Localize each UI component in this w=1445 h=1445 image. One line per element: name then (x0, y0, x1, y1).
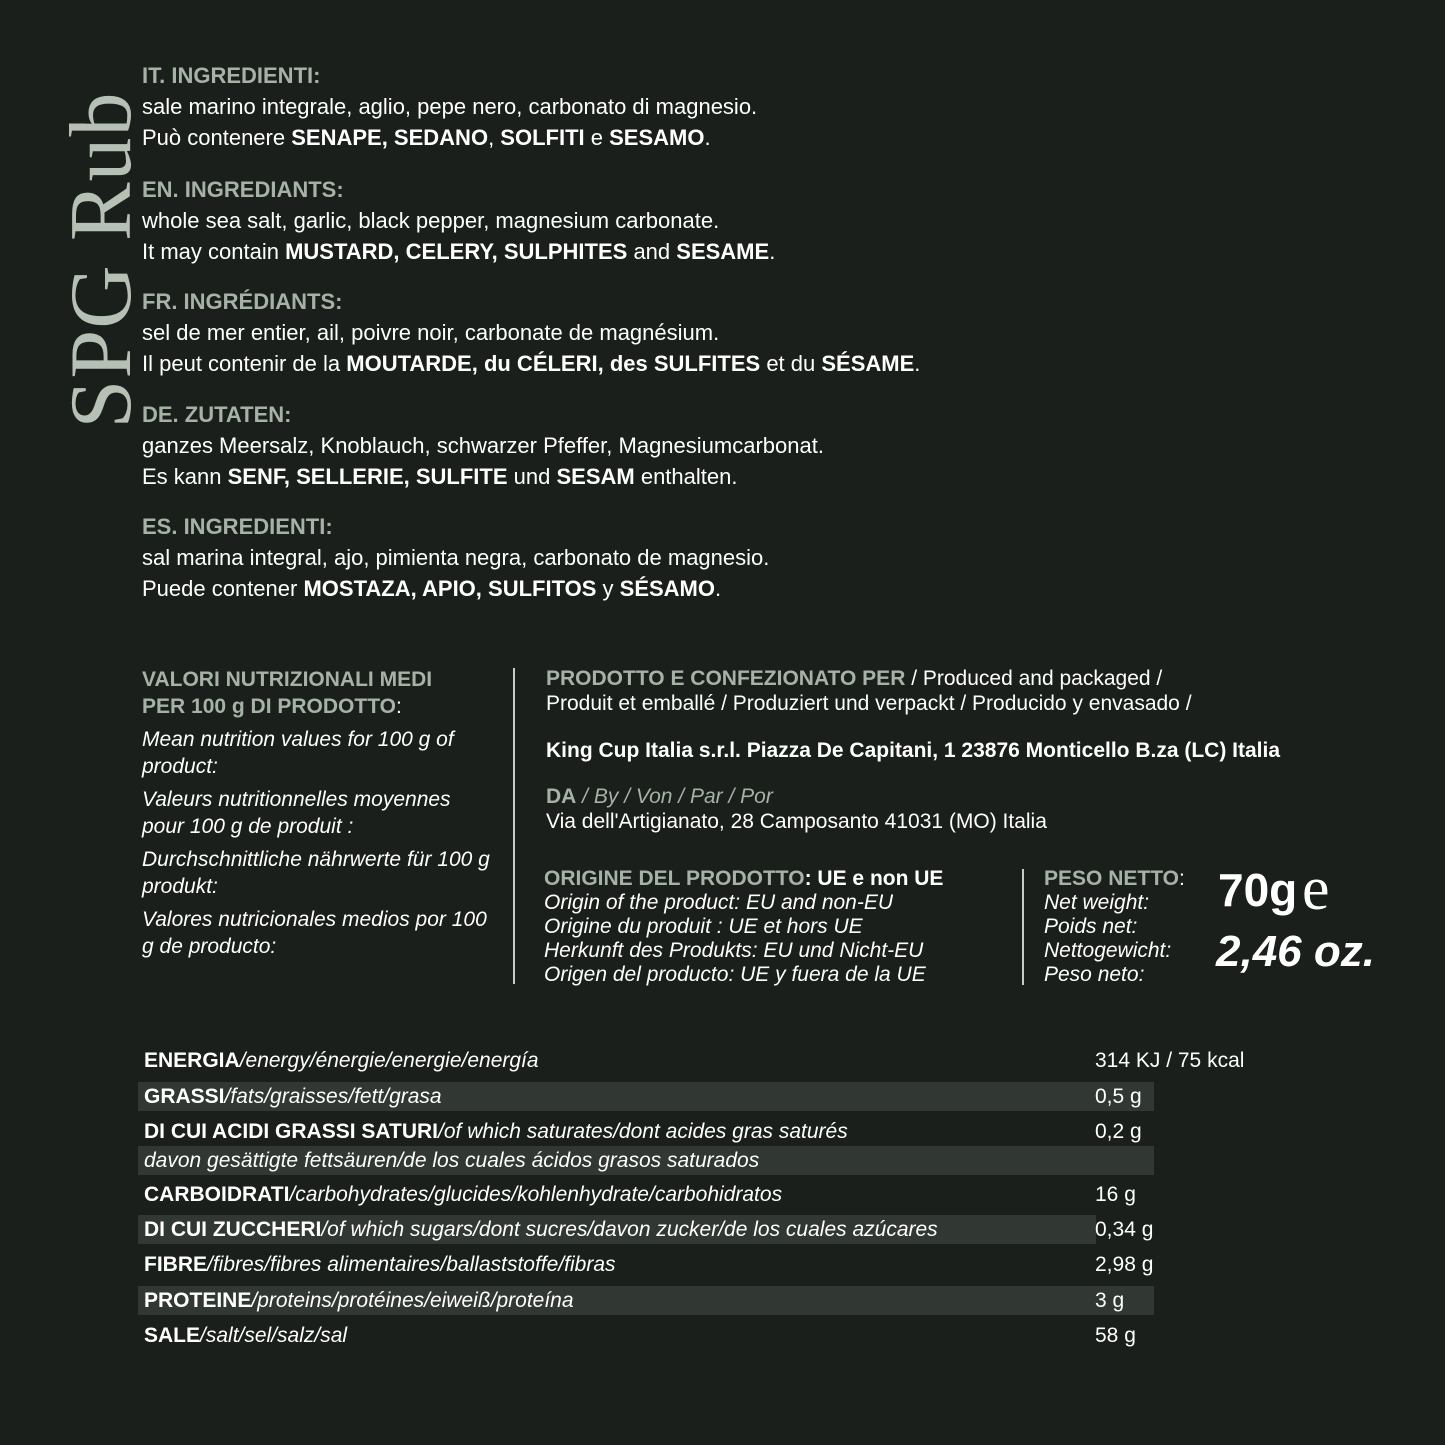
manufacturer-address: Via dell'Artigianato, 28 Camposanto 41031 (MO) Italia (546, 810, 1047, 833)
ingredients-list: sal marina integral, ajo, pimienta negra, carbonato de magnesio. (142, 545, 770, 570)
ingredients-heading: EN. INGREDIANTS: (142, 177, 344, 202)
origin-fr: Origine du produit : UE et hors UE (544, 915, 863, 938)
nutrient-value: 0,5 g (1095, 1085, 1142, 1108)
ingredients-it (142, 60, 1342, 153)
table-row: GRASSI/fats/graisses/fett/grasa 0,5 g (138, 1082, 1154, 1111)
ingredients-en (142, 174, 1342, 267)
nutrient-value: 16 g (1095, 1183, 1136, 1206)
ingredients-list: whole sea salt, garlic, black pepper, magnesium carbonate. (142, 208, 720, 233)
allergen-line: Es kann SENF, SELLERIE, SULFITE und SESAM enthalten. (142, 464, 738, 489)
manufacturer-label: DA / By / Von / Par / Por (546, 785, 773, 808)
table-row: DI CUI ACIDI GRASSI SATURI/of which saturates/dont acides gras saturés 0,2 g (138, 1117, 1154, 1146)
nutrient-value: 0,34 g (1095, 1218, 1154, 1241)
weight-divider (1022, 869, 1024, 985)
product-title: SPG Rub (53, 91, 150, 429)
ingredients-list: ganzes Meersalz, Knoblauch, schwarzer Pfeffer, Magnesiumcarbonat. (142, 433, 824, 458)
ingredients-fr (142, 286, 1342, 379)
nutrition-values-header (142, 666, 492, 960)
ingredients-list: sale marino integrale, aglio, pepe nero, carbonato di magnesio. (142, 94, 758, 119)
nutrition-title-es: Valores nutricionales medios por 100 g de producto: (142, 908, 487, 958)
allergen-line: Può contenere SENAPE, SEDANO, SOLFITI e SESAMO. (142, 125, 711, 150)
net-weight-label: PESO NETTO: (1044, 867, 1185, 890)
table-row: SALE/salt/sel/salz/sal 58 g (138, 1321, 1154, 1350)
origin-label: ORIGINE DEL PRODOTTO: UE e non UE (544, 867, 944, 890)
table-row: davon gesättigte fettsäuren/de los cuales ácidos grasos saturados (138, 1146, 1154, 1175)
table-row: FIBRE/fibres/fibres alimentaires/ballaststoffe/fibras 2,98 g (138, 1250, 1154, 1279)
net-weight-es: Peso neto: (1044, 963, 1145, 986)
allergen-line: Il peut contenir de la MOUTARDE, du CÉLERI, des SULFITES et du SÉSAME. (142, 351, 921, 376)
nutrient-value: 2,98 g (1095, 1253, 1154, 1276)
ingredients-es (142, 511, 1342, 604)
nutrition-title-fr: Valeurs nutritionnelles moyennes pour 100 g de produit : (142, 788, 451, 838)
ingredients-heading: FR. INGRÉDIANTS: (142, 289, 343, 314)
product-origin (544, 867, 1014, 987)
origin-de: Herkunft des Produkts: EU und Nicht-EU (544, 939, 924, 962)
producer-label-translations: Produit et emballé / Produziert und verpackt / Producido y envasado / (546, 692, 1192, 715)
nutrition-title-line1: VALORI NUTRIZIONALI MEDI (142, 668, 433, 691)
nutrition-title-de: Durchschnittliche nährwerte für 100 g produkt: (142, 848, 490, 898)
ingredients-de (142, 399, 1342, 492)
nutrition-title-en: Mean nutrition values for 100 g of product: (142, 728, 454, 778)
estimated-sign-icon: e (1302, 855, 1330, 923)
net-weight-grams: 70g (1218, 864, 1298, 916)
table-row: ENERGIA/energy/énergie/energie/energía 314 KJ / 75 kcal (138, 1046, 1278, 1075)
net-weight-en: Net weight: (1044, 891, 1150, 914)
nutrition-title-line2: PER 100 g DI PRODOTTO: (142, 695, 402, 718)
nutrient-value: 58 g (1095, 1324, 1136, 1347)
table-row: CARBOIDRATI/carbohydrates/glucides/kohlenhydrate/carbohidratos 16 g (138, 1180, 1154, 1209)
ingredients-heading: IT. INGREDIENTI: (142, 63, 321, 88)
table-row: DI CUI ZUCCHERI/of which sugars/dont sucres/davon zucker/de los cuales azúcares 0,34 g (138, 1215, 1096, 1244)
nutrient-value: 0,2 g (1095, 1120, 1142, 1143)
nutrient-value: 314 KJ / 75 kcal (1095, 1049, 1245, 1072)
column-divider (513, 668, 515, 984)
origin-es: Origen del producto: UE y fuera de la UE (544, 963, 926, 986)
net-weight-de: Nettogewicht: (1044, 939, 1172, 962)
ingredients-heading: ES. INGREDIENTI: (142, 514, 333, 539)
table-row: PROTEINE/proteins/protéines/eiweiß/proteína 3 g (138, 1286, 1154, 1315)
allergen-line: Puede contener MOSTAZA, APIO, SULFITOS y SÉSAMO. (142, 576, 722, 601)
nutrient-value: 3 g (1095, 1289, 1125, 1312)
ingredients-heading: DE. ZUTATEN: (142, 402, 292, 427)
ingredients-list: sel de mer entier, ail, poivre noir, carbonate de magnésium. (142, 320, 720, 345)
net-weight-fr: Poids net: (1044, 915, 1138, 938)
producer-company: King Cup Italia s.r.l. Piazza De Capitani, 1 23876 Monticello B.za (LC) Italia (546, 739, 1281, 762)
producer-label-row: PRODOTTO E CONFEZIONATO PER / Produced and packaged / (546, 667, 1163, 690)
allergen-line: It may contain MUSTARD, CELERY, SULPHITES and SESAME. (142, 239, 776, 264)
origin-en: Origin of the product: EU and non-EU (544, 891, 894, 914)
producer-info (546, 666, 1426, 834)
net-weight-ounces: 2,46 oz. (1216, 927, 1375, 976)
